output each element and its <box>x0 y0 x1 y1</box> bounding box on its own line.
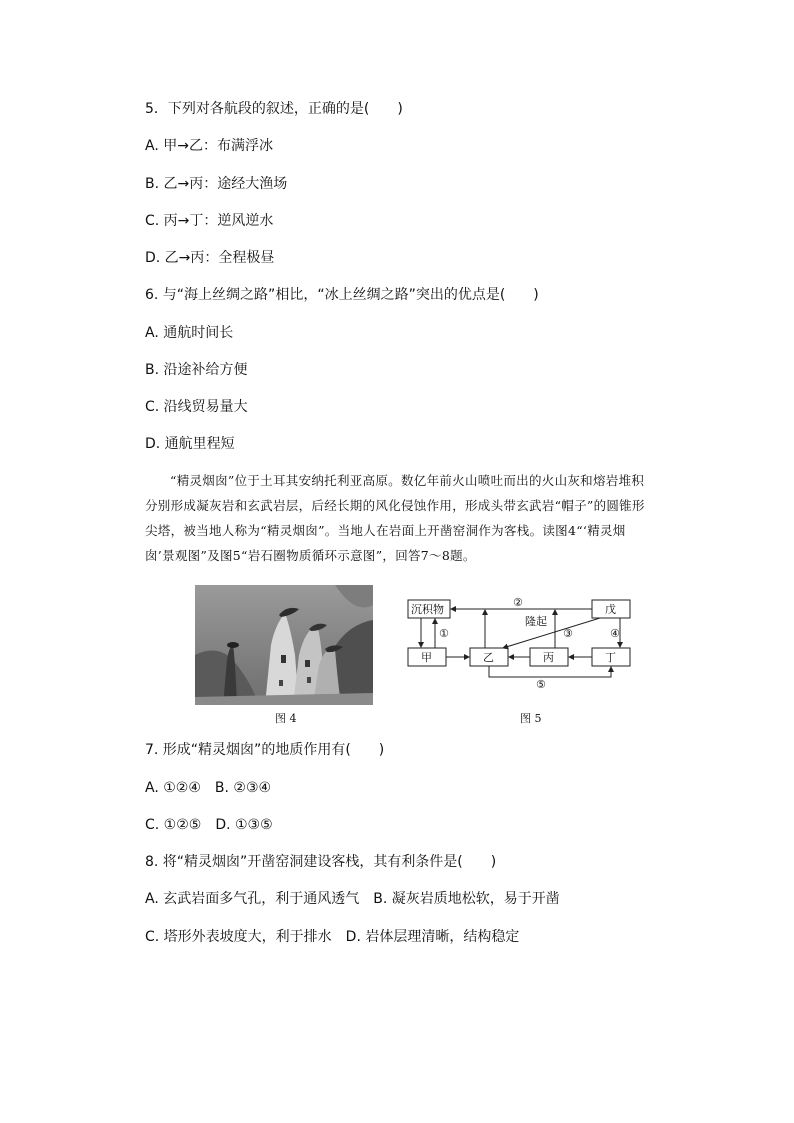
question-8-options-cd: C. 塔形外表坡度大，利于排水 D. 岩体层理清晰，结构稳定 <box>145 929 520 945</box>
label-jia: 甲 <box>421 651 432 664</box>
label-n2: ② <box>513 596 523 609</box>
label-uplift: 隆起 <box>525 615 547 628</box>
question-7-options-cd: C. ①②⑤ D. ①③⑤ <box>145 817 273 833</box>
figure-4-caption: 图 4 <box>275 712 297 725</box>
label-yi: 乙 <box>483 651 494 664</box>
question-6-option-d: D. 通航里程短 <box>145 436 235 452</box>
question-5-option-b: B. 乙→丙：途经大渔场 <box>145 176 288 192</box>
question-5-option-d: D. 乙→丙：全程极昼 <box>145 250 275 266</box>
question-6-option-c: C. 沿线贸易量大 <box>145 399 248 415</box>
label-n4: ④ <box>610 627 620 640</box>
label-bing: 丙 <box>543 651 554 664</box>
rock-cycle-diagram-svg <box>405 595 645 690</box>
fairy-chimney-photo <box>195 585 373 705</box>
question-5-option-a: A. 甲→乙：布满浮冰 <box>145 138 273 154</box>
question-7-stem: 7. 形成“精灵烟囱”的地质作用有( ) <box>145 742 385 758</box>
label-sediment: 沉积物 <box>411 603 444 616</box>
question-5-stem: 5．下列对各航段的叙述，正确的是( ) <box>145 101 403 117</box>
label-n5: ⑤ <box>536 678 546 690</box>
question-6-stem: 6. 与“海上丝绸之路”相比，“冰上丝绸之路”突出的优点是( ) <box>145 287 539 303</box>
label-n3: ③ <box>563 627 573 640</box>
question-6-option-a: A. 通航时间长 <box>145 325 234 341</box>
question-8-options-ab: A. 玄武岩面多气孔，利于通风透气 B. 凝灰岩质地松软，易于开凿 <box>145 891 560 907</box>
label-wu: 戊 <box>605 603 616 616</box>
figure-5-caption: 图 5 <box>520 712 542 725</box>
label-n1: ① <box>439 627 449 640</box>
question-6-option-b: B. 沿途补给方便 <box>145 362 248 378</box>
question-8-stem: 8. 将“精灵烟囱”开凿窑洞建设客栈，其有利条件是( ) <box>145 854 497 870</box>
label-ding: 丁 <box>605 651 616 664</box>
question-5-option-c: C. 丙→丁：逆风逆水 <box>145 213 274 229</box>
fairy-chimney-photo-drawing <box>195 585 373 705</box>
reading-passage: “精灵烟囱”位于土耳其安纳托利亚高原。数亿年前火山喷吐而出的火山灰和熔岩堆积分别形成凝灰岩和玄武岩层，后经长期的风化侵蚀作用，形成头带玄武岩“帽子”的圆锥形尖塔，被当地人称为“精灵烟囱”。当地人在岩面上开凿窑洞作为客栈。读图4“‘精灵烟囱’景观图”及图5“岩石圈物质循环示意图”，回答7～8题。 <box>145 473 645 563</box>
question-7-options-ab: A. ①②④ B. ②③④ <box>145 780 272 796</box>
rock-cycle-diagram <box>405 595 645 694</box>
